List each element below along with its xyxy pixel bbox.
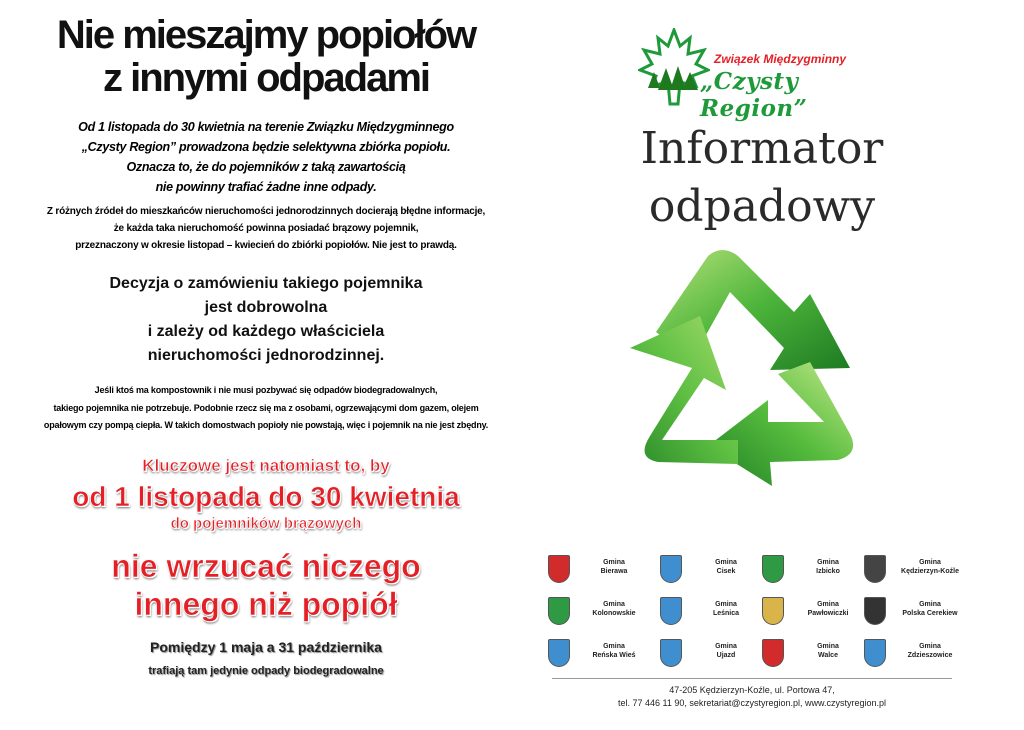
contact-line: tel. 77 446 11 90, sekretariat@czystyregion.pl, www.czystyregion.pl: [617, 698, 887, 708]
gmina-name: Leśnica: [712, 610, 740, 617]
gmina-label: Gmina: [715, 559, 737, 566]
decision-line: i zależy od każdego właściciela: [147, 323, 385, 340]
decision-paragraph: [0, 272, 532, 368]
paragraph-line: Z różnych źródeł do mieszkańców nieruchomości jednorodzinnych docierają błędne informacje,: [46, 206, 486, 217]
only-ash-statement: [0, 547, 532, 623]
municipality-item: [548, 553, 648, 589]
only-ash-line-1: nie wrzucać niczego: [111, 548, 421, 584]
gmina-name: Kolonowskie: [592, 610, 636, 617]
crest-icon: [762, 597, 784, 625]
intro-line: Oznacza to, że do pojemników z taką zawartością: [126, 160, 406, 174]
gmina-label: Gmina: [715, 643, 737, 650]
decision-line: nieruchomości jednorodzinnej.: [147, 347, 385, 364]
recycle-icon: [532, 250, 972, 550]
only-ash-line-2: innego niż popiół: [134, 586, 398, 622]
crest-icon: [864, 555, 886, 583]
gmina-name: Izbicko: [816, 568, 840, 575]
gmina-name: Ujazd: [716, 652, 736, 659]
misinformation-paragraph: [0, 203, 532, 254]
municipality-item: [864, 553, 964, 589]
paragraph-line: opałowym czy pompą ciepła. W takich domostwach popioły nie powstają, więc i pojemnik na nie jest zbędny.: [43, 420, 489, 430]
gmina-name: Polska Cerekiew: [902, 610, 958, 617]
intro-line: Od 1 listopada do 30 kwietnia na terenie Związku Międzygminnego: [78, 120, 454, 134]
gmina-name: Cisek: [716, 568, 736, 575]
main-title: [0, 14, 532, 100]
crest-icon: [762, 639, 784, 667]
divider: [552, 678, 952, 679]
title-line-2: odpadowy: [648, 181, 876, 232]
gmina-label: Gmina: [603, 643, 625, 650]
gmina-name: Reńska Wieś: [592, 652, 636, 659]
gmina-label: Gmina: [919, 559, 941, 566]
municipality-item: [762, 637, 862, 673]
address-line: 47-205 Kędzierzyn-Koźle, ul. Portowa 47,: [669, 685, 835, 695]
gmina-label: Gmina: [919, 643, 941, 650]
crest-icon: [762, 555, 784, 583]
period-statement: od 1 listopada do 30 kwietnia: [72, 481, 460, 512]
crest-icon: [548, 555, 570, 583]
logo-subtitle: Związek Międzygminny: [714, 52, 847, 66]
municipality-item: [762, 595, 862, 631]
municipality-item: [548, 595, 648, 631]
intro-line: „Czysty Region” prowadzona będzie selektywna zbiórka popiołu.: [81, 140, 451, 154]
gmina-label: Gmina: [817, 601, 839, 608]
contact-address: [532, 684, 972, 710]
gmina-label: Gmina: [817, 559, 839, 566]
right-panel: [532, 0, 1024, 730]
crest-icon: [660, 555, 682, 583]
gmina-label: Gmina: [919, 601, 941, 608]
municipality-item: [548, 637, 648, 673]
gmina-name: Walce: [818, 652, 838, 659]
municipality-item: [660, 553, 760, 589]
municipality-item: [660, 595, 760, 631]
intro-paragraph: [0, 117, 532, 197]
decision-line: jest dobrowolna: [204, 299, 328, 316]
page-title: [612, 120, 912, 236]
crest-icon: [548, 597, 570, 625]
paragraph-line: przeznaczony w okresie listopad – kwiecień do zbiórki popiołów. Nie jest to prawdą.: [75, 240, 457, 251]
gmina-label: Gmina: [817, 643, 839, 650]
municipality-item: [762, 553, 862, 589]
municipality-item: [864, 637, 964, 673]
gmina-name: Zdzieszowice: [907, 652, 953, 659]
czysty-region-logo: [638, 28, 898, 122]
biodegradable-note: trafiają tam jedynie odpady biodegradowalne: [148, 665, 384, 677]
gmina-label: Gmina: [603, 601, 625, 608]
paragraph-line: takiego pojemnika nie potrzebuje. Podobnie rzecz się ma z osobami, ogrzewającymi dom gazem, olejem: [53, 402, 479, 413]
gmina-name: Pawłowiczki: [807, 610, 849, 617]
compost-paragraph: [0, 382, 532, 435]
decision-line: Decyzja o zamówieniu takiego pojemnika: [109, 275, 423, 292]
paragraph-line: Jeśli ktoś ma kompostownik i nie musi pozbywać się odpadów biodegradowalnych,: [94, 385, 438, 395]
gmina-name: Kędzierzyn-Koźle: [901, 568, 959, 575]
gmina-label: Gmina: [715, 601, 737, 608]
crest-icon: [864, 639, 886, 667]
logo-name: „Czysty Region”: [700, 68, 808, 122]
title-line-1: Nie mieszajmy popiołów: [56, 13, 476, 57]
crest-icon: [660, 597, 682, 625]
summer-period: Pomiędzy 1 maja a 31 października: [150, 639, 382, 655]
crest-icon: [864, 597, 886, 625]
municipality-item: [864, 595, 964, 631]
title-line-1: Informator: [640, 123, 884, 174]
crest-icon: [548, 639, 570, 667]
paragraph-line: że każda taka nieruchomość powinna posiadać brązowy pojemnik,: [113, 223, 419, 234]
gmina-name: Bierawa: [600, 568, 628, 575]
title-line-2: z innymi odpadami: [102, 56, 430, 100]
intro-line: nie powinny trafiać żadne inne odpady.: [155, 180, 377, 194]
key-statement: Kluczowe jest natomiast to, by: [142, 456, 390, 475]
municipalities-grid: [548, 553, 968, 673]
brown-bins-statement: do pojemników brązowych: [170, 515, 362, 532]
crest-icon: [660, 639, 682, 667]
municipality-item: [660, 637, 760, 673]
gmina-label: Gmina: [603, 559, 625, 566]
